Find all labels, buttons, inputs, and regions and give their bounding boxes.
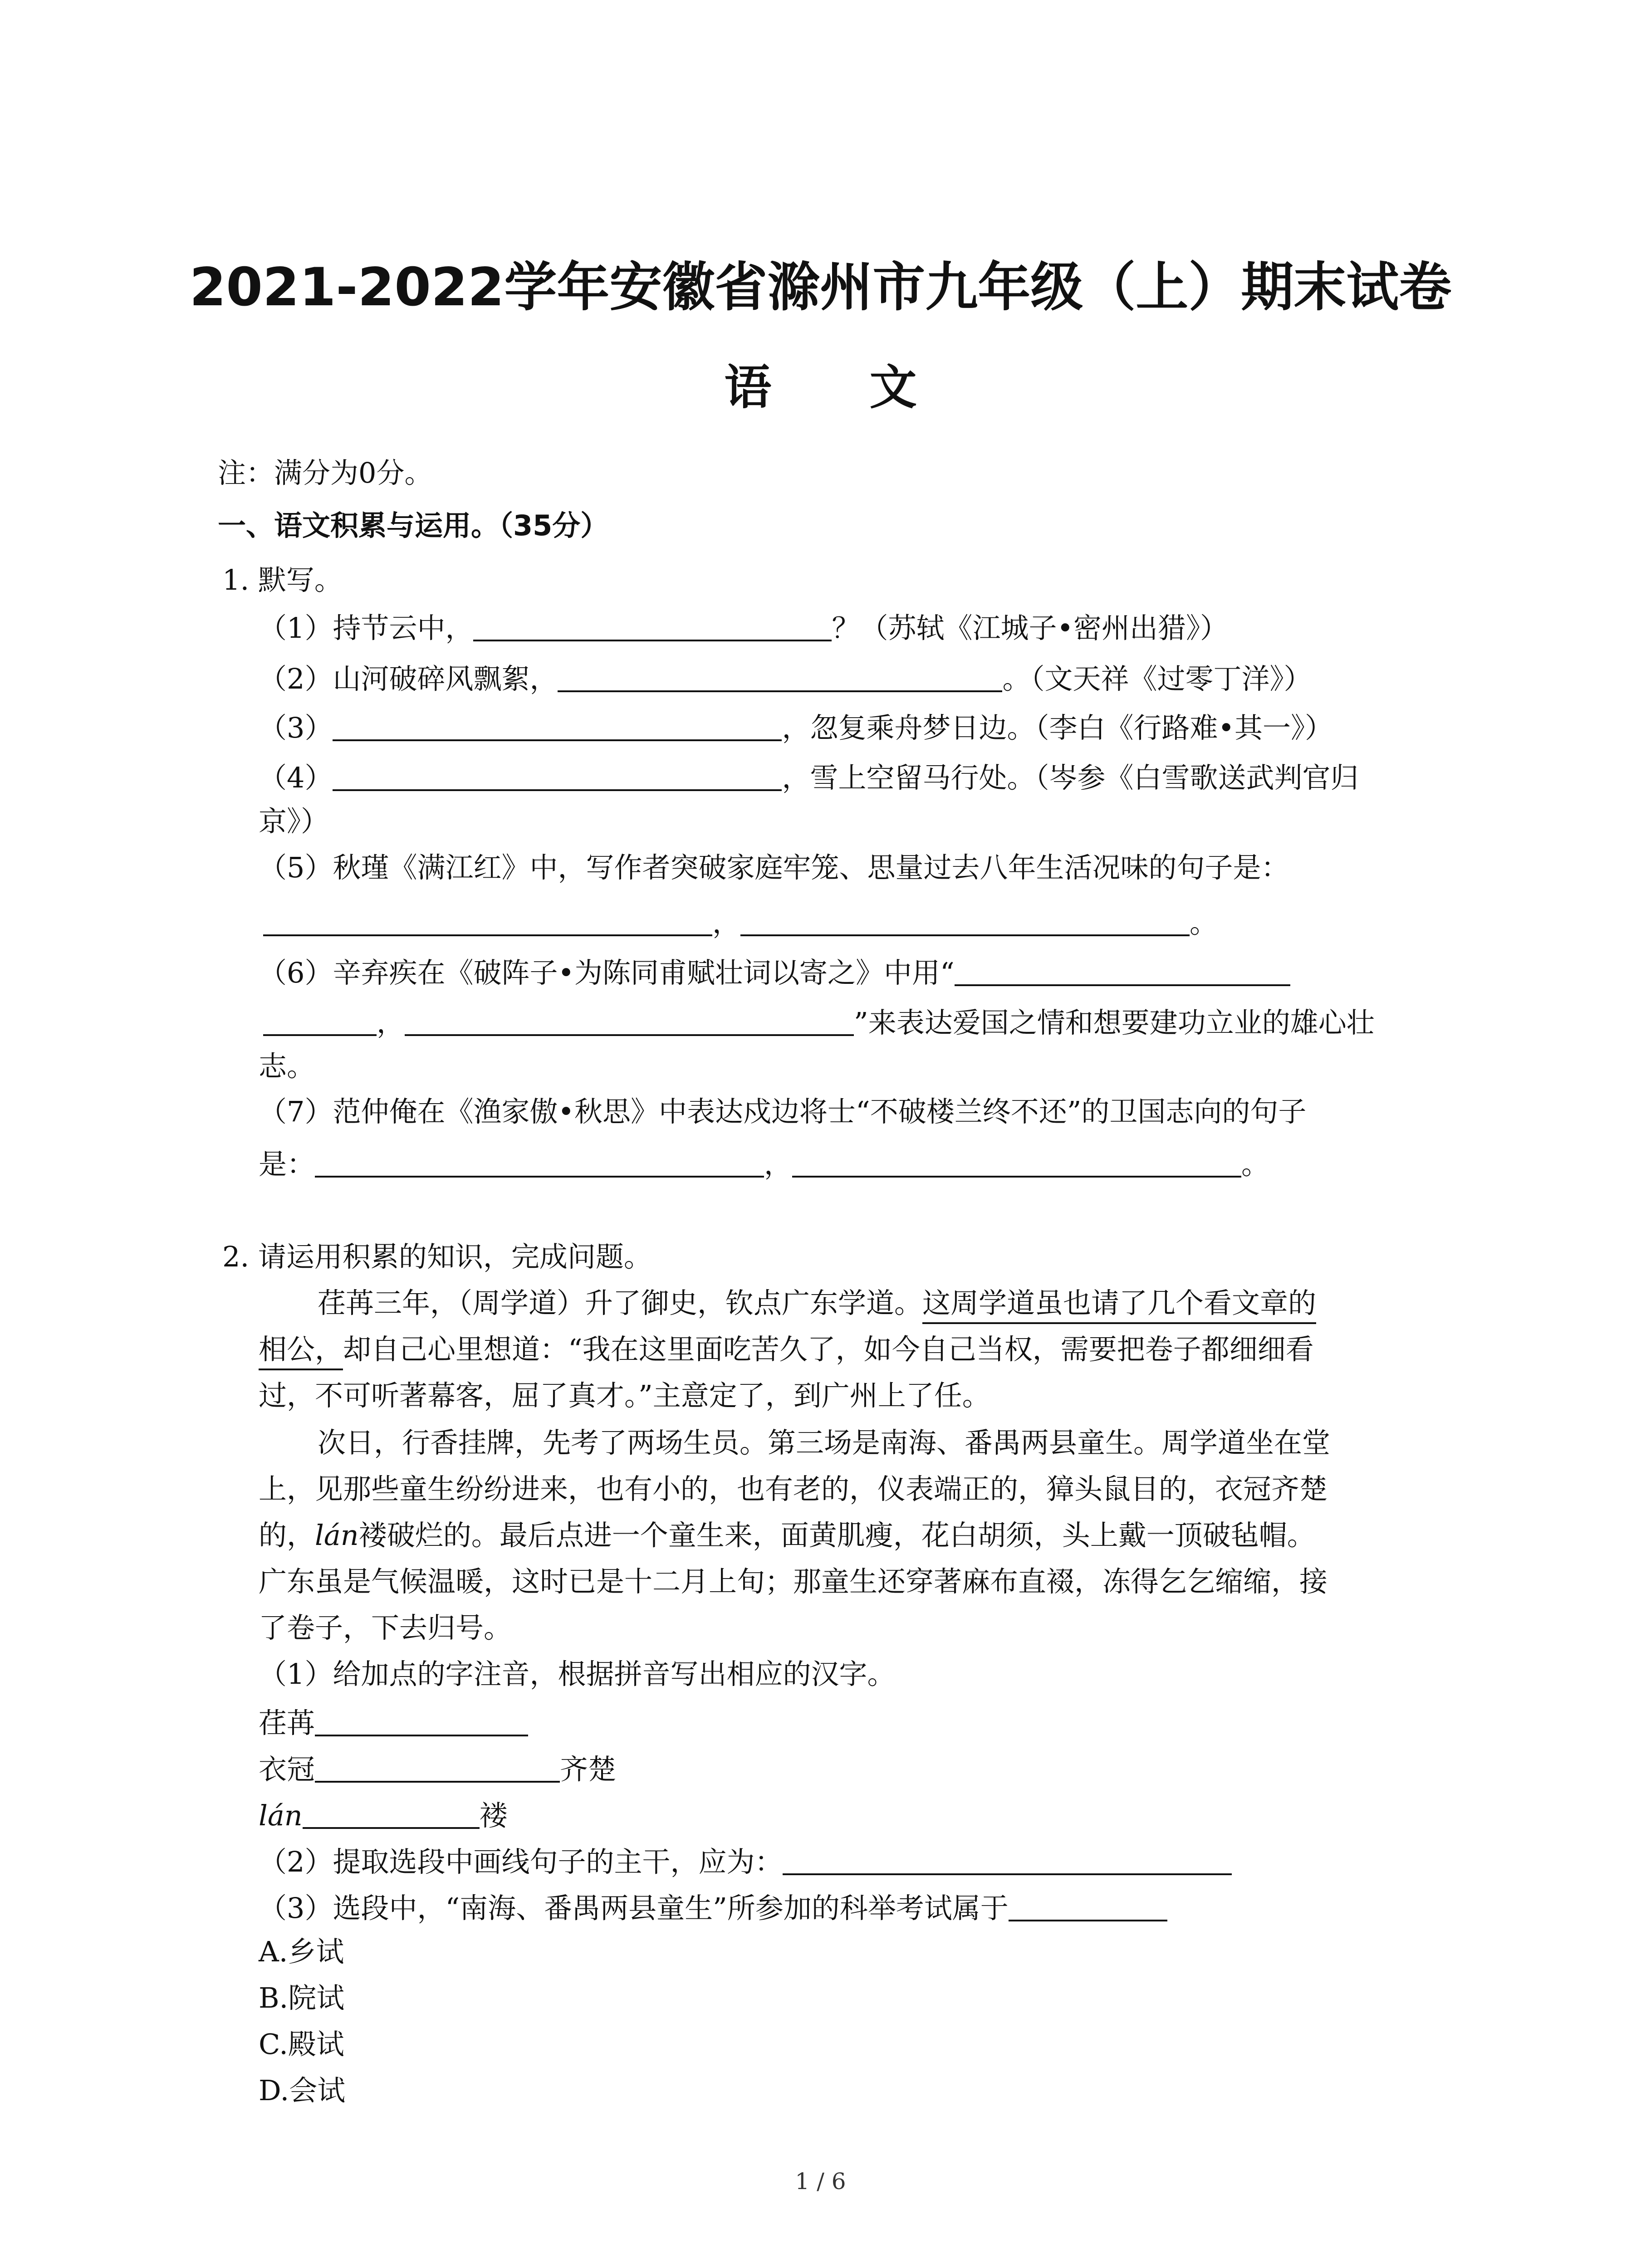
q1-item-6: （6）辛弃疾在《破阵子•为陈同甫赋壮词以寄之》中用“ [259, 956, 1290, 987]
passage-line: 上，见那些童生纷纷进来，也有小的，也有老的，仪表端正的，獐头鼠目的，衣冠齐楚 [259, 1472, 1328, 1505]
passage-line: 的，lán褛破烂的。最后点进一个童生来，面黄肌瘦，花白胡须，头上戴一顶破毡帽。 [259, 1519, 1315, 1552]
answer-blank[interactable] [315, 1753, 560, 1783]
answer-blank[interactable] [473, 611, 832, 641]
word-item: 衣冠 齐楚 [259, 1753, 617, 1786]
answer-blank[interactable] [333, 711, 782, 741]
option-c[interactable]: C.殿试 [259, 2028, 344, 2061]
answer-blank[interactable] [405, 1006, 854, 1036]
exam-title: 2021-2022学年安徽省滁州市九年级（上）期末试卷 [189, 257, 1452, 318]
option-d[interactable]: D.会试 [259, 2074, 346, 2107]
q1-item-4-cont: 京》） [259, 805, 329, 838]
passage-line: 相公，却自己心里想道：“我在这里面吃苦久了，如今自己当权，需要把卷子都细细看 [259, 1335, 1314, 1364]
underlined-sentence: 这周学道虽也请了几个看文章的 [922, 1286, 1316, 1324]
answer-blank[interactable] [333, 761, 782, 791]
q1-item-6-end: 志。 [259, 1050, 315, 1083]
answer-blank[interactable] [1009, 1892, 1167, 1921]
q2-stem: 2. 请运用积累的知识，完成问题。 [222, 1240, 652, 1273]
passage-line: 过，不可听著幕客，屈了真才。”主意定了，到广州上了任。 [259, 1379, 990, 1412]
page-number: 1 / 6 [795, 2168, 846, 2195]
option-b[interactable]: B.院试 [259, 1981, 345, 2014]
pinyin: lán [315, 1519, 359, 1552]
answer-blank[interactable] [315, 1148, 764, 1178]
q1-item-7-cont: 是： ， 。 [259, 1148, 1270, 1181]
answer-blank[interactable] [740, 906, 1190, 936]
q1-item-2: （2）山河破碎风飘絮， 。（文天祥《过零丁洋》） [259, 662, 1312, 695]
option-a[interactable]: A.乡试 [259, 1935, 344, 1968]
q2-sub-3: （3）选段中，“南海、番禺两县童生”所参加的科举考试属于 [259, 1892, 1167, 1922]
q2-sub-1: （1）给加点的字注音，根据拼音写出相应的汉字。 [259, 1657, 896, 1691]
note: 注：满分为0分。 [218, 456, 433, 489]
q1-stem: 1. 默写。 [222, 563, 343, 596]
subject-title: 语 文 [724, 360, 958, 415]
word-item: lán 褛 [259, 1799, 508, 1832]
answer-blank[interactable] [558, 662, 1002, 692]
section-heading: 一、语文积累与运用。（35分） [218, 509, 609, 542]
q1-item-4: （4） ，雪上空留马行处。（岑参《白雪歌送武判官归 [259, 761, 1359, 794]
passage-line: 次日，行香挂牌，先考了两场生员。第三场是南海、番禺两县童生。周学道坐在堂 [318, 1426, 1331, 1459]
q1-item-6-cont: ， ”来表达爱国之情和想要建功立业的雄心壮 [263, 1006, 1375, 1037]
q1-item-5: （5）秋瑾《满江红》中，写作者突破家庭牢笼、思量过去八年生活况味的句子是： [259, 851, 1289, 884]
answer-blank[interactable] [955, 956, 1290, 986]
q1-item-1: （1）持节云中， ？（苏轼《江城子•密州出猎》） [259, 611, 1229, 645]
answer-blank[interactable] [263, 906, 712, 936]
answer-blank[interactable] [792, 1148, 1241, 1178]
answer-blank[interactable] [783, 1845, 1232, 1875]
q1-item-7: （7）范仲俺在《渔家傲•秋思》中表达戍边将士“不破楼兰终不还”的卫国志向的句子 [259, 1095, 1307, 1128]
answer-blank[interactable] [303, 1799, 480, 1829]
passage-line: 了卷子，下去归号。 [259, 1611, 512, 1644]
underlined-sentence: 相公， [259, 1333, 343, 1370]
q1-item-5-blanks: ， 。 [263, 906, 1218, 937]
word-item: 荏苒 [259, 1706, 528, 1737]
q2-sub-2: （2）提取选段中画线句子的主干，应为： [259, 1845, 1232, 1876]
answer-blank[interactable] [315, 1706, 528, 1736]
q1-item-3: （3） ，忽复乘舟梦日边。（李白《行路难•其一》） [259, 711, 1333, 744]
answer-blank[interactable] [263, 1006, 377, 1036]
passage-line: 广东虽是气候温暖，这时已是十二月上旬；那童生还穿著麻布直裰，冻得乞乞缩缩，接 [259, 1565, 1328, 1598]
passage-line: 荏苒三年，（周学道）升了御史，钦点广东学道。这周学道虽也请了几个看文章的 [318, 1289, 1316, 1317]
